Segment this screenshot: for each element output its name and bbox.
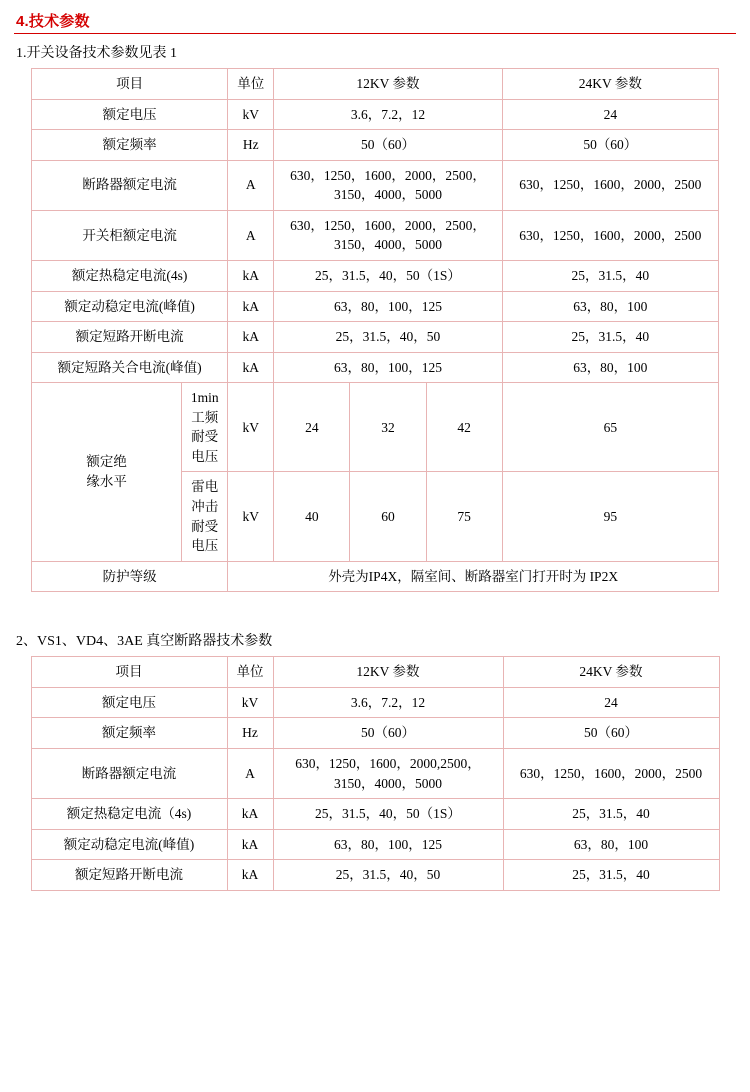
row-24kv: 24 bbox=[502, 99, 718, 130]
row-12kv: 25，31.5，40，50（1S） bbox=[274, 260, 502, 291]
row-24kv: 25，31.5，40 bbox=[502, 260, 718, 291]
table-row bbox=[31, 687, 719, 718]
row-12kv: 25，31.5，40，50（1S） bbox=[273, 799, 503, 830]
row-unit: kA bbox=[227, 860, 273, 891]
row-unit: kA bbox=[228, 352, 274, 383]
table-row bbox=[32, 99, 719, 130]
table-row-protection bbox=[32, 561, 719, 592]
row-unit: kA bbox=[228, 291, 274, 322]
row-unit: Hz bbox=[227, 718, 273, 749]
row-item: 额定频率 bbox=[32, 130, 228, 161]
table-row-insulation-1 bbox=[32, 383, 719, 472]
table1-caption: 1.开关设备技术参数见表 1 bbox=[16, 46, 177, 61]
row-12kv: 63，80，100，125 bbox=[274, 352, 502, 383]
row-item: 断路器额定电流 bbox=[31, 748, 227, 798]
row-12kv-c: 75 bbox=[426, 472, 502, 561]
header-item: 项目 bbox=[31, 657, 227, 688]
row-unit: kA bbox=[228, 260, 274, 291]
row-12kv: 3.6，7.2，12 bbox=[274, 99, 502, 130]
table-row bbox=[32, 210, 719, 260]
row-subitem: 雷电冲击耐受电压 bbox=[182, 472, 228, 561]
row-unit: kA bbox=[228, 322, 274, 353]
row-unit: kA bbox=[227, 829, 273, 860]
row-24kv: 63，80，100 bbox=[502, 352, 718, 383]
table-row bbox=[32, 352, 719, 383]
table-row bbox=[31, 860, 719, 891]
insulation-group-label bbox=[32, 383, 182, 562]
insulation-group-label-line2: 缘水平 bbox=[86, 473, 127, 489]
row-24kv: 50（60） bbox=[503, 718, 719, 749]
row-24kv: 630，1250，1600，2000，2500 bbox=[502, 210, 718, 260]
row-12kv: 630，1250，1600，2000，2500，3150，4000，5000 bbox=[274, 160, 502, 210]
row-item: 开关柜额定电流 bbox=[32, 210, 228, 260]
row-12kv: 630，1250，1600，2000,2500，3150，4000，5000 bbox=[273, 748, 503, 798]
row-12kv: 50（60） bbox=[273, 718, 503, 749]
vacuum-breaker-spec-table bbox=[31, 656, 720, 891]
row-24kv: 630，1250，1600，2000，2500 bbox=[502, 160, 718, 210]
header-unit: 单位 bbox=[227, 657, 273, 688]
row-item: 额定电压 bbox=[32, 99, 228, 130]
row-unit: kV bbox=[228, 99, 274, 130]
row-item: 额定热稳定电流（4s) bbox=[31, 799, 227, 830]
row-12kv: 63，80，100，125 bbox=[273, 829, 503, 860]
row-unit: kA bbox=[227, 799, 273, 830]
row-12kv-c: 42 bbox=[426, 383, 502, 472]
row-12kv: 50（60） bbox=[274, 130, 502, 161]
header-unit: 单位 bbox=[228, 69, 274, 100]
row-12kv-a: 40 bbox=[274, 472, 350, 561]
row-unit: kV bbox=[228, 383, 274, 472]
header-24kv: 24KV 参数 bbox=[503, 657, 719, 688]
header-12kv: 12KV 参数 bbox=[274, 69, 502, 100]
row-value: 外壳为IP4X，隔室间、断路器室门打开时为 IP2X bbox=[228, 561, 719, 592]
row-24kv: 25，31.5，40 bbox=[503, 860, 719, 891]
row-item: 额定动稳定电流(峰值) bbox=[31, 829, 227, 860]
row-24kv: 50（60） bbox=[502, 130, 718, 161]
row-item: 额定频率 bbox=[31, 718, 227, 749]
table-spacer bbox=[14, 592, 736, 626]
row-12kv-a: 24 bbox=[274, 383, 350, 472]
table-header-row bbox=[32, 69, 719, 100]
header-item: 项目 bbox=[32, 69, 228, 100]
row-item: 额定短路关合电流(峰值) bbox=[32, 352, 228, 383]
row-24kv: 25，31.5，40 bbox=[502, 322, 718, 353]
table-row bbox=[32, 322, 719, 353]
page-title: 4.技术参数 bbox=[16, 13, 90, 30]
table-row bbox=[31, 829, 719, 860]
row-item: 断路器额定电流 bbox=[32, 160, 228, 210]
row-24kv: 65 bbox=[502, 383, 718, 472]
table-row bbox=[32, 160, 719, 210]
row-24kv: 95 bbox=[502, 472, 718, 561]
row-24kv: 25，31.5，40 bbox=[503, 799, 719, 830]
row-12kv: 25，31.5，40，50 bbox=[273, 860, 503, 891]
row-unit: kV bbox=[228, 472, 274, 561]
row-unit: A bbox=[227, 748, 273, 798]
row-unit: Hz bbox=[228, 130, 274, 161]
insulation-group-label-line1: 额定绝 bbox=[86, 454, 127, 470]
row-12kv: 3.6，7.2，12 bbox=[273, 687, 503, 718]
row-item: 额定短路开断电流 bbox=[32, 322, 228, 353]
header-12kv: 12KV 参数 bbox=[273, 657, 503, 688]
row-12kv: 25，31.5，40，50 bbox=[274, 322, 502, 353]
row-item: 额定短路开断电流 bbox=[31, 860, 227, 891]
table-row bbox=[32, 130, 719, 161]
row-24kv: 63，80，100 bbox=[503, 829, 719, 860]
row-24kv: 63，80，100 bbox=[502, 291, 718, 322]
row-unit: A bbox=[228, 210, 274, 260]
table-header-row bbox=[31, 657, 719, 688]
table-row bbox=[31, 718, 719, 749]
row-12kv: 630，1250，1600，2000，2500，3150，4000，5000 bbox=[274, 210, 502, 260]
table-row bbox=[31, 748, 719, 798]
table-row bbox=[31, 799, 719, 830]
row-12kv-b: 60 bbox=[350, 472, 426, 561]
row-unit: A bbox=[228, 160, 274, 210]
row-24kv: 24 bbox=[503, 687, 719, 718]
row-item: 防护等级 bbox=[32, 561, 228, 592]
row-item: 额定热稳定电流(4s) bbox=[32, 260, 228, 291]
switchgear-spec-table bbox=[31, 68, 719, 592]
header-24kv: 24KV 参数 bbox=[502, 69, 718, 100]
row-12kv: 63，80，100，125 bbox=[274, 291, 502, 322]
row-24kv: 630，1250，1600，2000，2500 bbox=[503, 748, 719, 798]
row-item: 额定电压 bbox=[31, 687, 227, 718]
row-unit: kV bbox=[227, 687, 273, 718]
table2-caption: 2、VS1、VD4、3AE 真空断路器技术参数 bbox=[16, 634, 273, 650]
title-divider bbox=[14, 33, 736, 34]
table-row bbox=[32, 291, 719, 322]
row-subitem: 1min 工频耐受电压 bbox=[182, 383, 228, 472]
row-item: 额定动稳定电流(峰值) bbox=[32, 291, 228, 322]
table-row bbox=[32, 260, 719, 291]
row-12kv-b: 32 bbox=[350, 383, 426, 472]
